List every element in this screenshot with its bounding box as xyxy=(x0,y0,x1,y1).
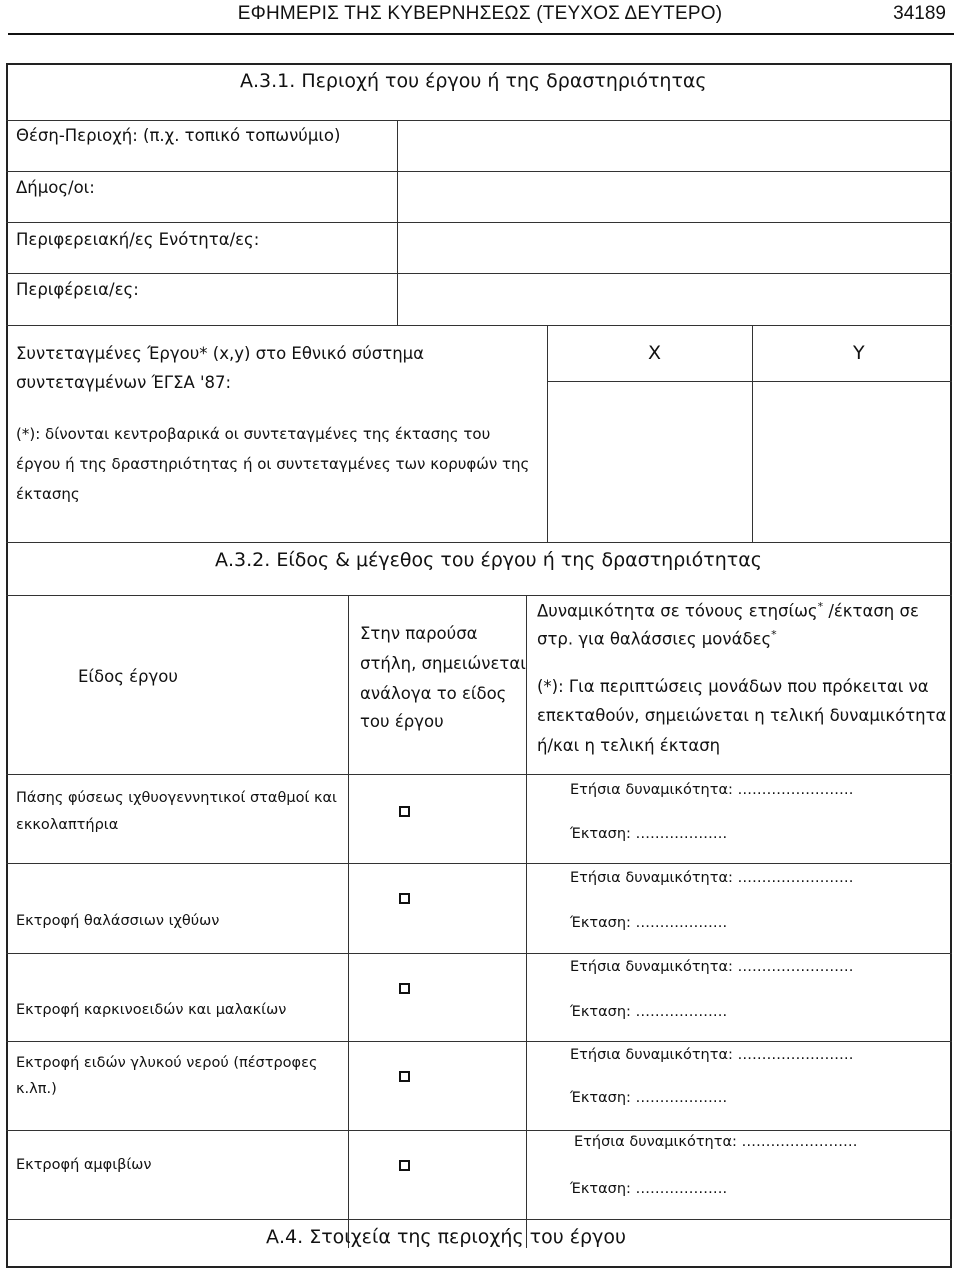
capacity-header-text: στρ. για θαλάσσιες μονάδες xyxy=(537,629,772,649)
work-type-label: Πάσης φύσεως ιχθυογεννητικοί σταθμοί και xyxy=(16,790,337,806)
work-type-label: Εκτροφή θαλάσσιων ιχθύων xyxy=(16,913,220,929)
capacity-header-line2 xyxy=(537,628,777,649)
work-type-checkbox[interactable] xyxy=(399,1071,410,1082)
mark-column-header-line: Στην παρούσα xyxy=(360,624,478,643)
area-dots: ………………. xyxy=(635,1181,728,1197)
gazette-title: ΕΦΗΜΕΡΙΣ ΤΗΣ ΚΥΒΕΡΝΗΣΕΩΣ (ΤΕΥΧΟΣ ΔΕΥΤΕΡΟ) xyxy=(237,3,723,24)
work-type-label: κ.λπ.) xyxy=(16,1081,57,1097)
mark-column-header-line: ανάλογα το είδος xyxy=(360,684,507,703)
capacity-field[interactable] xyxy=(574,1134,858,1150)
work-type-checkbox[interactable] xyxy=(399,1160,410,1171)
divider xyxy=(6,863,952,864)
capacity-note-line: ή/και η τελική έκταση xyxy=(537,736,721,755)
page-number: 34189 xyxy=(893,3,946,24)
coords-footnote-line1: (*): δίνονται κεντροβαρικά οι συντεταγμένες της έκτασης του xyxy=(16,425,491,443)
section-a4-title: Α.4. Στοιχεία της περιοχής του έργου xyxy=(266,1226,626,1248)
area-label: Έκταση: xyxy=(570,915,631,931)
mark-column-header-line: στήλη, σημειώνεται xyxy=(360,654,526,673)
coords-label-line1: Συντεταγμένες Έργου* (x,y) στο Εθνικό σύστημα xyxy=(16,344,425,363)
divider xyxy=(6,953,952,954)
divider xyxy=(6,325,952,326)
work-type-label: εκκολαπτήρια xyxy=(16,817,119,833)
work-type-checkbox[interactable] xyxy=(399,806,410,817)
capacity-header-line1 xyxy=(537,600,919,621)
divider xyxy=(6,774,952,775)
footnote-asterisk: * xyxy=(771,628,777,641)
capacity-field[interactable] xyxy=(570,870,854,886)
footnote-asterisk: * xyxy=(817,600,824,613)
capacity-label: Ετήσια δυναμικότητα: xyxy=(574,1134,737,1150)
area-field[interactable] xyxy=(570,1004,727,1020)
capacity-dots: …………………… xyxy=(737,959,854,975)
capacity-dots: …………………… xyxy=(737,870,854,886)
divider xyxy=(348,595,349,1248)
y-column-header: Y xyxy=(853,342,865,364)
capacity-header-text: /έκταση σε xyxy=(823,601,919,621)
area-dots: ………………. xyxy=(635,915,728,931)
area-field[interactable] xyxy=(570,1090,727,1106)
header-rule xyxy=(8,33,954,35)
area-label: Έκταση: xyxy=(570,1090,631,1106)
area-field[interactable] xyxy=(570,1181,727,1197)
area-label: Έκταση: xyxy=(570,1004,631,1020)
divider xyxy=(547,381,952,382)
capacity-field[interactable] xyxy=(570,959,854,975)
coords-footnote-line3: έκτασης xyxy=(16,485,80,503)
x-column-header: X xyxy=(648,342,662,364)
divider xyxy=(6,542,952,543)
location-input[interactable] xyxy=(398,121,950,171)
coords-label-line2: συντεταγμένων ΈΓΣΑ '87: xyxy=(16,373,232,392)
municipality-input[interactable] xyxy=(398,172,950,222)
location-label: Θέση-Περιοχή: (π.χ. τοπικό τοπωνύμιο) xyxy=(16,126,341,145)
capacity-dots: …………………… xyxy=(737,1047,854,1063)
capacity-dots: …………………… xyxy=(737,782,854,798)
capacity-label: Ετήσια δυναμικότητα: xyxy=(570,782,733,798)
capacity-label: Ετήσια δυναμικότητα: xyxy=(570,959,733,975)
work-type-checkbox[interactable] xyxy=(399,983,410,994)
capacity-field[interactable] xyxy=(570,782,854,798)
work-type-checkbox[interactable] xyxy=(399,893,410,904)
coords-footnote-line2: έργου ή της δραστηριότητας ή οι συντεταγμένες των κορυφών της xyxy=(16,455,530,473)
work-type-label: Εκτροφή ειδών γλυκού νερού (πέστροφες xyxy=(16,1055,318,1071)
capacity-dots: …………………… xyxy=(741,1134,858,1150)
divider xyxy=(6,1219,952,1220)
municipality-label: Δήμος/οι: xyxy=(16,178,95,197)
capacity-note-line: επεκταθούν, σημειώνεται η τελική δυναμικότητα xyxy=(537,706,947,725)
divider xyxy=(6,595,952,596)
capacity-label: Ετήσια δυναμικότητα: xyxy=(570,1047,733,1063)
section-a31-title: Α.3.1. Περιοχή του έργου ή της δραστηριότητας xyxy=(240,70,707,92)
work-type-label: Εκτροφή καρκινοειδών και μαλακίων xyxy=(16,1002,287,1018)
area-label: Έκταση: xyxy=(570,826,631,842)
area-dots: ………………. xyxy=(635,1004,728,1020)
region-input[interactable] xyxy=(398,274,950,324)
area-field[interactable] xyxy=(570,915,727,931)
section-a32-title: Α.3.2. Είδος & μέγεθος του έργου ή της δραστηριότητας xyxy=(215,549,762,571)
area-field[interactable] xyxy=(570,826,727,842)
divider xyxy=(6,1041,952,1042)
divider xyxy=(526,595,527,1248)
area-label: Έκταση: xyxy=(570,1181,631,1197)
mark-column-header-line: του έργου xyxy=(360,712,444,731)
regional-unit-input[interactable] xyxy=(398,223,950,273)
page-header xyxy=(0,0,960,32)
area-dots: ………………. xyxy=(635,826,728,842)
regional-unit-label: Περιφερειακή/ες Ενότητα/ες: xyxy=(16,230,260,249)
x-coordinate-input[interactable] xyxy=(549,383,751,541)
capacity-field[interactable] xyxy=(570,1047,854,1063)
work-type-label: Εκτροφή αμφιβίων xyxy=(16,1157,152,1173)
region-label: Περιφέρεια/ες: xyxy=(16,280,139,299)
capacity-note-line: (*): Για περιπτώσεις μονάδων που πρόκειται να xyxy=(537,677,929,696)
capacity-header-text: Δυναμικότητα σε τόνους ετησίως xyxy=(537,601,818,621)
kind-of-work-header: Είδος έργου xyxy=(78,667,178,686)
capacity-label: Ετήσια δυναμικότητα: xyxy=(570,870,733,886)
divider xyxy=(547,325,548,542)
area-dots: ………………. xyxy=(635,1090,728,1106)
y-coordinate-input[interactable] xyxy=(754,383,950,541)
divider xyxy=(6,1130,952,1131)
divider xyxy=(752,325,753,542)
